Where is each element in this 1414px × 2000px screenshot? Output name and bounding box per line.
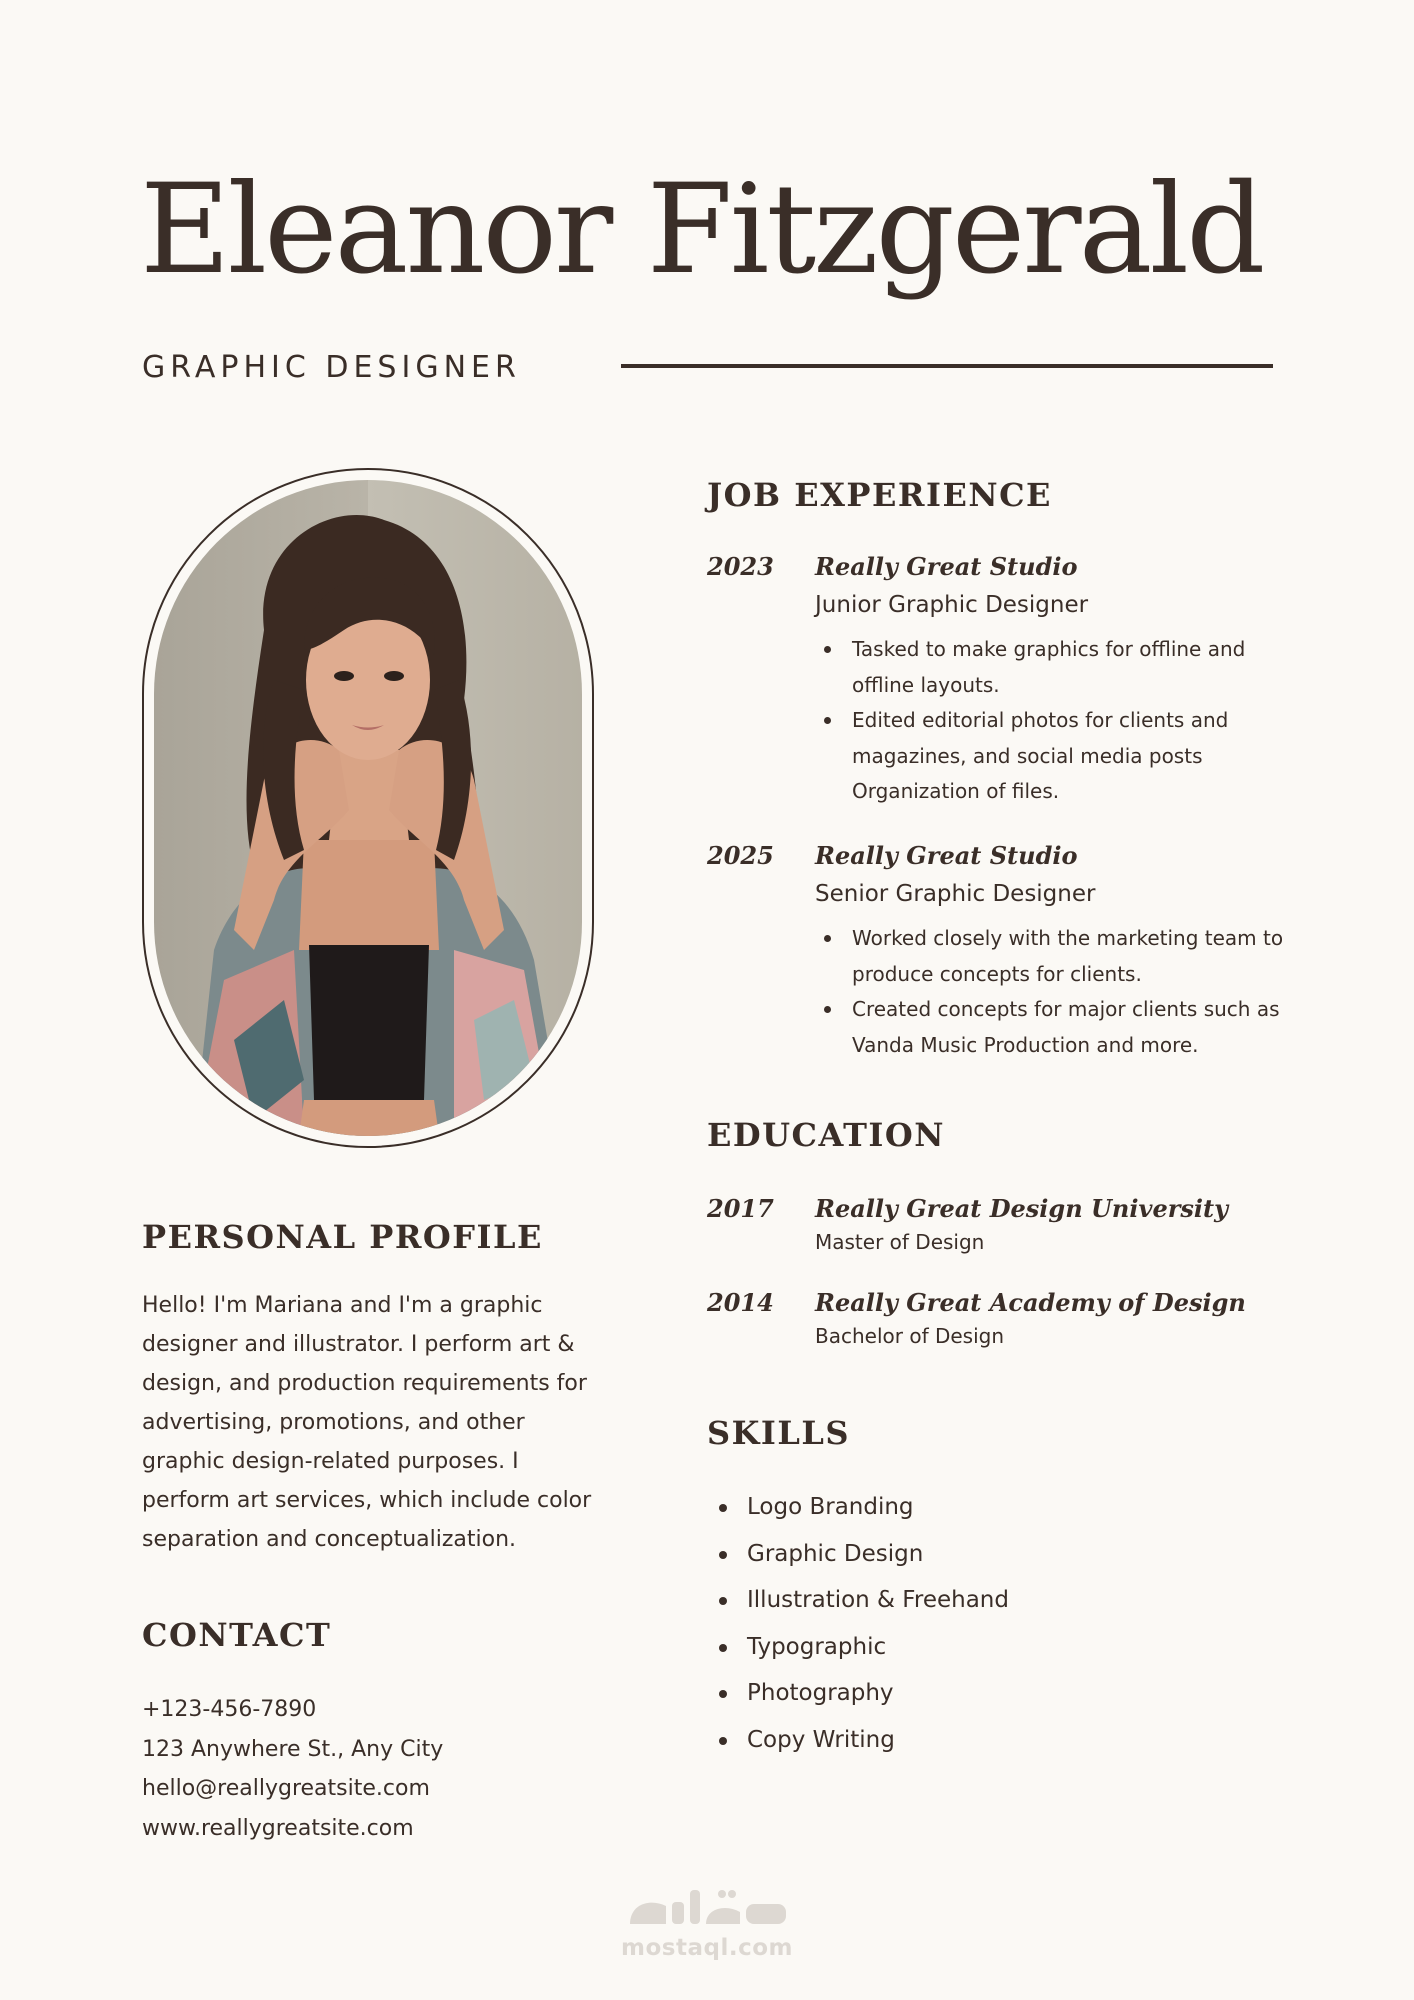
resume-role: GRAPHIC DESIGNER [142, 350, 521, 385]
job-company: Really Great Studio [815, 841, 1078, 870]
job-bullet: Tasked to make graphics for offline and offline layouts. [815, 632, 1285, 703]
contact-list [142, 1690, 443, 1848]
contact-address: 123 Anywhere St., Any City [142, 1736, 444, 1762]
job-position: Senior Graphic Designer [815, 881, 1096, 907]
education-degree: Master of Design [815, 1230, 985, 1254]
education-school: Really Great Academy of Design [815, 1288, 1246, 1317]
portrait-photo [154, 480, 582, 1136]
job-company: Really Great Studio [815, 552, 1078, 581]
skills-heading: SKILLS [707, 1414, 850, 1452]
job-bullets [815, 632, 1285, 810]
watermark-text: mostaql.com [621, 1935, 793, 1961]
resume-name: Eleanor Fitzgerald [140, 158, 1263, 302]
skill-item: Photography [707, 1670, 1009, 1717]
skill-item: Illustration & Freehand [707, 1577, 1009, 1624]
contact-website: www.reallygreatsite.com [142, 1815, 414, 1841]
skill-item: Copy Writing [707, 1717, 1009, 1764]
skills-list [707, 1484, 1009, 1763]
header-divider [621, 364, 1273, 368]
education-heading: EDUCATION [707, 1116, 945, 1154]
contact-heading: CONTACT [142, 1616, 332, 1654]
education-school: Really Great Design University [815, 1194, 1229, 1223]
job-position: Junior Graphic Designer [815, 592, 1089, 618]
education-year: 2014 [707, 1288, 774, 1317]
mostaql-logo-icon [622, 1884, 792, 1930]
job-year: 2025 [707, 841, 774, 870]
contact-email: hello@reallygreatsite.com [142, 1776, 430, 1801]
job-year: 2023 [707, 552, 774, 581]
experience-heading: JOB EXPERIENCE [707, 476, 1052, 514]
job-bullet: Created concepts for major clients such as Vanda Music Production and more. [815, 992, 1285, 1063]
skill-item: Graphic Design [707, 1531, 1009, 1578]
job-bullets [815, 921, 1285, 1063]
job-bullet: Worked closely with the marketing team to produce concepts for clients. [815, 921, 1285, 992]
skill-item: Typographic [707, 1624, 1009, 1671]
skill-item: Logo Branding [707, 1484, 1009, 1531]
contact-phone: +123-456-7890 [142, 1697, 317, 1722]
job-bullet: Edited editorial photos for clients and magazines, and social media posts Organization of files. [815, 703, 1285, 810]
education-year: 2017 [707, 1194, 774, 1223]
profile-text: Hello! I'm Mariana and I'm a graphic designer and illustrator. I perform art & design, and production requirements for advertising, promotions, and other graphic design-related purposes. I perform art services, which include color separation and conceptualization. [142, 1293, 592, 1552]
profile-heading: PERSONAL PROFILE [142, 1218, 543, 1256]
education-degree: Bachelor of Design [815, 1324, 1005, 1348]
